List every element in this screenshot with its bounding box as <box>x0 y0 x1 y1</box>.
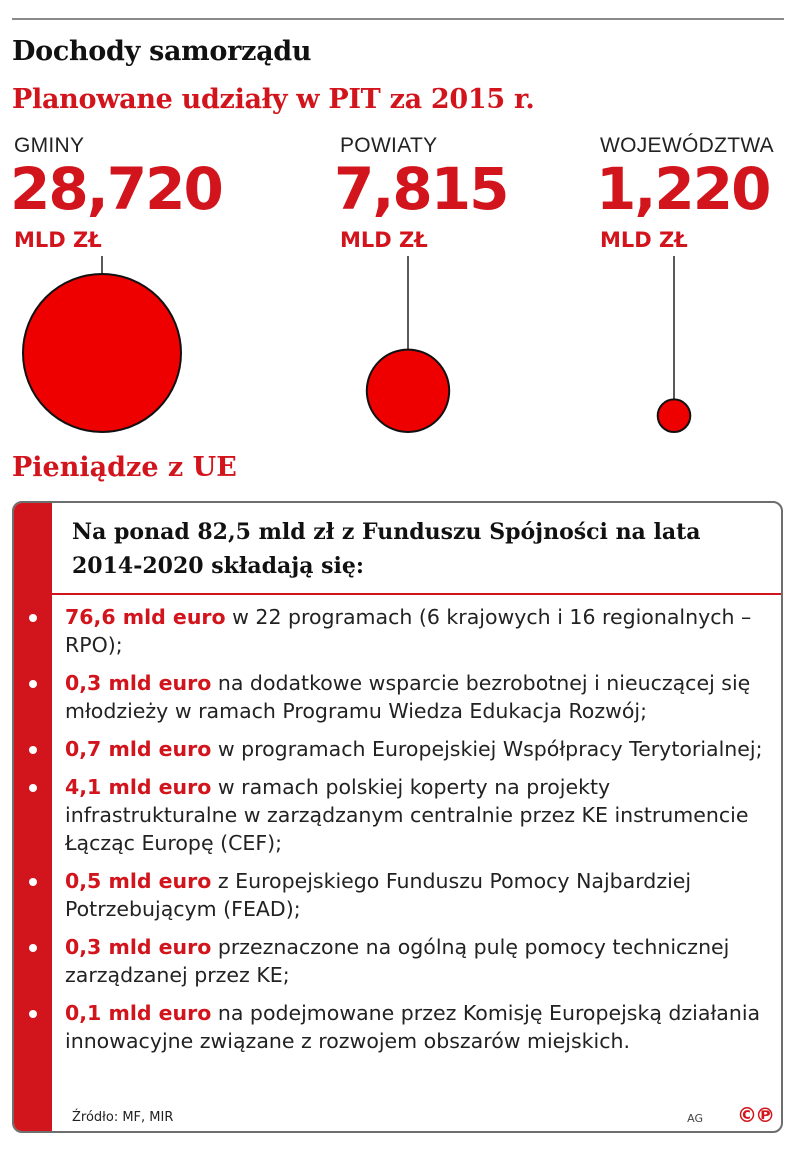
list-item <box>14 773 781 857</box>
bullet-icon <box>29 944 37 952</box>
list-item <box>14 867 781 923</box>
list-item <box>14 933 781 989</box>
source-note: Źródło: MF, MIR <box>72 1110 174 1125</box>
item-amount: 0,7 mld euro <box>65 737 212 761</box>
list-item <box>14 669 781 725</box>
bullet-icon <box>29 614 37 622</box>
unit-label-powiaty: MLD ZŁ <box>340 228 428 252</box>
item-amount: 76,6 mld euro <box>65 605 226 629</box>
item-text: z Europejskiego Funduszu Pomocy Najbardziej Potrzebującym (FEAD); <box>65 869 692 921</box>
bullet-icon <box>29 680 37 688</box>
chart-title: Planowane udziały w PIT za 2015 r. <box>12 84 535 115</box>
bullet-icon <box>29 1010 37 1018</box>
item-text: w 22 programach (6 krajowych i 16 regionalnych – RPO); <box>65 605 752 657</box>
item-amount: 0,3 mld euro <box>65 671 212 695</box>
eu-items-list <box>14 603 781 1065</box>
unit-label-wojewodztwa: MLD ZŁ <box>600 228 688 252</box>
bullet-icon <box>29 784 37 792</box>
box-title: Na ponad 82,5 mld zł z Funduszu Spójności na lata 2014-2020 składają się: <box>72 519 701 579</box>
bullet-icon <box>29 746 37 754</box>
author-credit: AG <box>687 1112 703 1125</box>
box-separator <box>52 593 781 595</box>
item-text: w programach Europejskiej Współpracy Terytorialnej; <box>211 737 763 761</box>
category-label-powiaty: POWIATY <box>340 134 438 157</box>
item-text: przeznaczone na ogólną pulę pomocy technicznej zarządzanej przez KE; <box>65 935 730 987</box>
bubble-chart <box>0 250 805 440</box>
item-amount: 0,1 mld euro <box>65 1001 212 1025</box>
value-label-powiaty: 7,815 <box>334 155 508 223</box>
bubble-wojewodztwa <box>658 399 691 432</box>
list-item <box>14 603 781 659</box>
top-rule <box>12 18 784 20</box>
item-text: na dodatkowe wsparcie bezrobotnej i nieuczącej się młodzieży w ramach Programu Wiedza Edukacja Rozwój; <box>65 671 751 723</box>
bullet-icon <box>29 878 37 886</box>
item-amount: 0,3 mld euro <box>65 935 212 959</box>
item-amount: 0,5 mld euro <box>65 869 212 893</box>
value-label-wojewodztwa: 1,220 <box>596 155 770 223</box>
publisher-logo: ©℗ <box>737 1103 773 1127</box>
item-amount: 4,1 mld euro <box>65 775 212 799</box>
page-title: Dochody samorządu <box>12 36 312 67</box>
category-label-gminy: GMINY <box>14 134 85 157</box>
eu-funds-box <box>12 501 783 1133</box>
list-item <box>14 999 781 1055</box>
unit-label-gminy: MLD ZŁ <box>14 228 102 252</box>
list-item <box>14 735 781 763</box>
value-label-gminy: 28,720 <box>10 155 222 223</box>
item-text: w ramach polskiej koperty na projekty infrastrukturalne w zarządzanym centralnie przez KE instrumencie Łącząc Europę (CEF); <box>65 775 749 855</box>
bubble-powiaty <box>367 350 449 432</box>
category-label-wojewodztwa: WOJEWÓDZTWA <box>600 134 774 157</box>
item-text: na podejmowane przez Komisję Europejską działania innowacyjne związane z rozwojem obszarów miejskich. <box>65 1001 761 1053</box>
section-heading-eu: Pieniądze z UE <box>12 452 237 483</box>
bubble-gminy <box>23 274 181 432</box>
